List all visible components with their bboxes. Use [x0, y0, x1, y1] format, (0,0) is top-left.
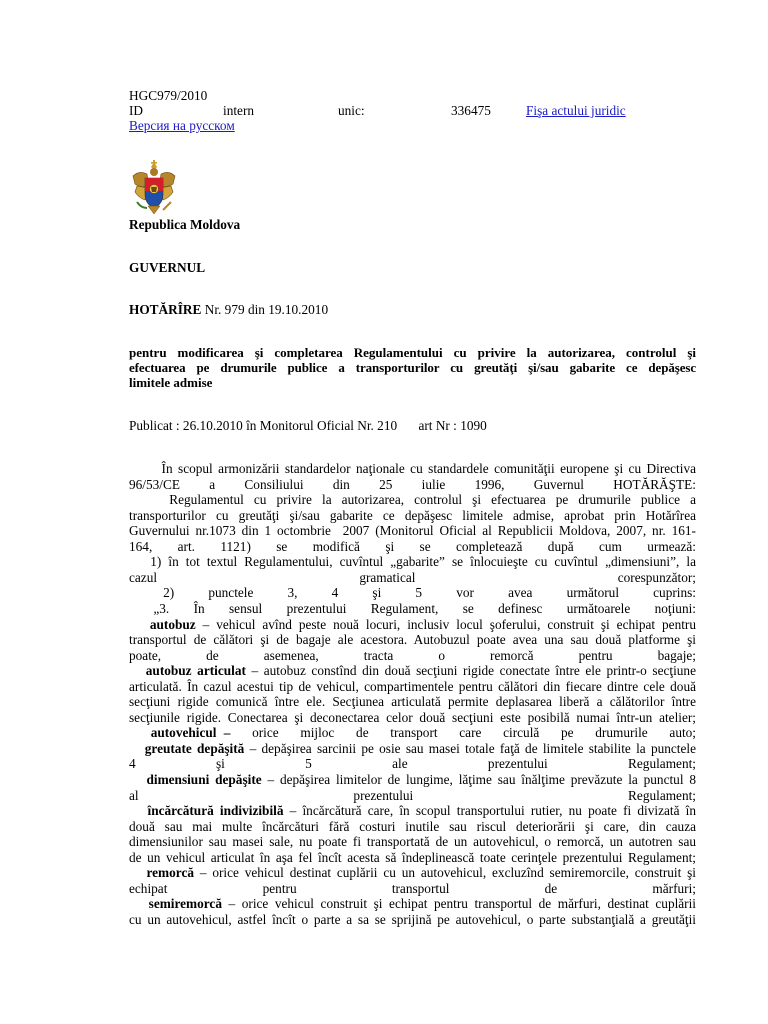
body-text: secţiunile rigide. Conectarea şi deconectarea celor două secţiuni este posibilă numai într-un atelier;: [129, 709, 696, 725]
publication-article: art Nr : 1090: [418, 418, 487, 433]
body-text: – vehicul avînd peste nouă locuri, inclusiv locul şoferului, construit şi echipat pentru: [195, 616, 696, 632]
body-text: transporturilor cu greutăţi şi/sau gabarite ce depăşesc limitele admise, aprobat prin Hotărîrea: [129, 507, 696, 523]
body-line: [129, 585, 696, 601]
body-text: În scopul armonizării standardelor naţionale cu standardele comunităţii europene şi cu Directiva: [129, 461, 696, 476]
decision-title: [129, 345, 696, 390]
body-text: – orice vehicul destinat cuplării cu un autovehicul, excluzînd semiremorcile, construit şi: [194, 865, 696, 881]
body-line: [129, 570, 696, 586]
unic-label: unic:: [338, 103, 365, 118]
moldova-coat-of-arms-icon: [129, 158, 179, 216]
body-line: [129, 477, 696, 493]
body-text: 96/53/CE a Consiliului din 25 iulie 1996, Guvernul HOTĂRĂŞTE:: [129, 476, 696, 492]
body-line: [129, 492, 696, 508]
body-line: [129, 508, 696, 524]
body-text: al prezentului Regulament;: [129, 787, 696, 803]
title-line: limitele admise: [129, 375, 213, 390]
body-text: cazul gramatical corespunzător;: [129, 569, 696, 585]
russian-version-row: [129, 118, 696, 134]
defined-term: autobuz: [129, 616, 196, 632]
body-text: 4 şi 5 ale prezentului Regulament;: [129, 756, 696, 772]
body-line: [129, 461, 696, 477]
intern-label: intern: [223, 103, 255, 118]
decision-number-date: Nr. 979 din 19.10.2010: [204, 302, 329, 317]
body-line: [129, 850, 696, 866]
russian-version-link[interactable]: Версия на русском: [129, 118, 235, 133]
body-line: [129, 912, 696, 928]
defined-term: dimensiuni depăşite: [129, 772, 262, 787]
defined-term: încărcătură indivizibilă: [129, 803, 284, 819]
body-text: două sau mai multe încărcături fără costuri inutile sau riscul deteriorării şi care, din cauza: [129, 818, 696, 834]
body-line: [129, 710, 696, 726]
country-name: Republica Moldova: [129, 217, 241, 232]
body-text: – depăşirea limitelor de lungime, lăţime sau înălţime prevăzute la punctul 8: [261, 772, 696, 787]
fisa-actului-link[interactable]: Fişa actului juridic: [526, 103, 626, 118]
body-line: [129, 648, 696, 664]
body-text: Guvernului nr.1073 din 1 octombrie 2007 (Monitorul Oficial al Republicii Moldova, 2007, nr. 161-: [129, 523, 696, 539]
body-text: – depăşirea sarcinii pe osie sau masei totale faţă de limitele stabilite la punctele: [244, 740, 696, 756]
body-text: transportul de călători şi de bagaje ale acestora. Autobuzul poate avea una sau două platforme şi: [129, 632, 696, 648]
body-line: [129, 617, 696, 633]
body-line: [129, 756, 696, 772]
body-text: de un vehicul articulat în aşa fel încît acesta să îndeplinească toate cerinţele prezentului Regulament;: [129, 849, 696, 865]
government-name: GUVERNUL: [129, 260, 206, 275]
body-text: „3. În sensul prezentului Regulament, se definesc următoarele noţiuni:: [129, 600, 696, 616]
body-text: cu un autovehicul, astfel încît o parte a sa se sprijină pe autovehicul, o parte substanţială a greutăţii: [129, 911, 696, 927]
body-text: 1) în tot textul Regulamentului, cuvîntul „gabarite” se înlocuieşte cu cuvîntul „dimensiuni”, la: [129, 554, 696, 570]
body-line: [129, 632, 696, 648]
defined-term: autovehicul –: [129, 725, 231, 741]
body-line: [129, 803, 696, 819]
body-line: [129, 539, 696, 555]
body-line: [129, 679, 696, 695]
defined-term: greutate depăşită: [129, 740, 245, 756]
title-line: pentru modificarea şi completarea Regulamentului cu privire la autorizarea, controlul şi: [129, 345, 696, 360]
body-text: articulată. În cazul acestui tip de vehicul, compartimentele pentru călători din fiecare dintre cele două: [129, 678, 696, 694]
defined-term: autobuz articulat: [129, 663, 246, 679]
body-line: [129, 523, 696, 539]
decision-label: HOTĂRÎRE: [129, 302, 202, 317]
id-number: 336475: [451, 103, 491, 118]
body-line: [129, 896, 696, 912]
body-text: poate, de asemenea, tracta o remorcă pentru bagaje;: [129, 647, 696, 663]
publication-info: [129, 418, 487, 434]
body-line: [129, 834, 696, 850]
body-text: 2) punctele 3, 4 şi 5 vor avea următorul cuprins:: [129, 585, 696, 601]
body-text: – orice vehicul construit şi echipat pentru transportul de mărfuri, destinat cuplării: [222, 896, 696, 912]
publication-source: Publicat : 26.10.2010 în Monitorul Oficial Nr. 210: [129, 418, 398, 433]
body-text: dimensiunilor sau masei sale, nu poate fi transportată de un autovehicul, o remorcă, un autotren sau: [129, 834, 696, 850]
body-line: [129, 819, 696, 835]
body-line: [129, 881, 696, 897]
decision-heading: [129, 302, 328, 318]
id-label: ID: [129, 103, 144, 118]
document-code: HGC979/2010: [129, 88, 208, 103]
body-text: orice mijloc de transport care circulă pe drumurile auto;: [230, 725, 697, 741]
defined-term: semiremorcă: [129, 896, 222, 912]
body-text: 164, art. 1121) se modifică şi se completează după cum urmează:: [129, 538, 696, 554]
title-line: efectuarea pe drumurile publice a transporturilor cu greutăţi şi/sau gabarite ce depăşesc: [129, 360, 696, 375]
body-text: Regulamentul cu privire la autorizarea, controlul şi efectuarea pe drumurile publice a: [129, 492, 696, 508]
body-text: secţiuni rigide comunică între ele. Secţiunea articulată permite deplasarea liberă a călătorilor între: [129, 694, 696, 710]
body-line: [129, 554, 696, 570]
body-text: – încărcătură care, în scopul transportului rutier, nu poate fi divizată în: [283, 803, 696, 819]
body-text: – autobuz constînd din două secţiuni rigide conectate între ele printr-o secţiune: [245, 663, 696, 679]
body-line: [129, 741, 696, 757]
body-line: [129, 788, 696, 804]
body-line: [129, 663, 696, 679]
body-line: [129, 772, 696, 788]
body-line: [129, 601, 696, 617]
body-line: [129, 694, 696, 710]
body-line: [129, 865, 696, 881]
body-line: [129, 725, 696, 741]
defined-term: remorcă: [129, 865, 194, 881]
body-text: echipat pentru transportul de mărfuri;: [129, 880, 696, 896]
